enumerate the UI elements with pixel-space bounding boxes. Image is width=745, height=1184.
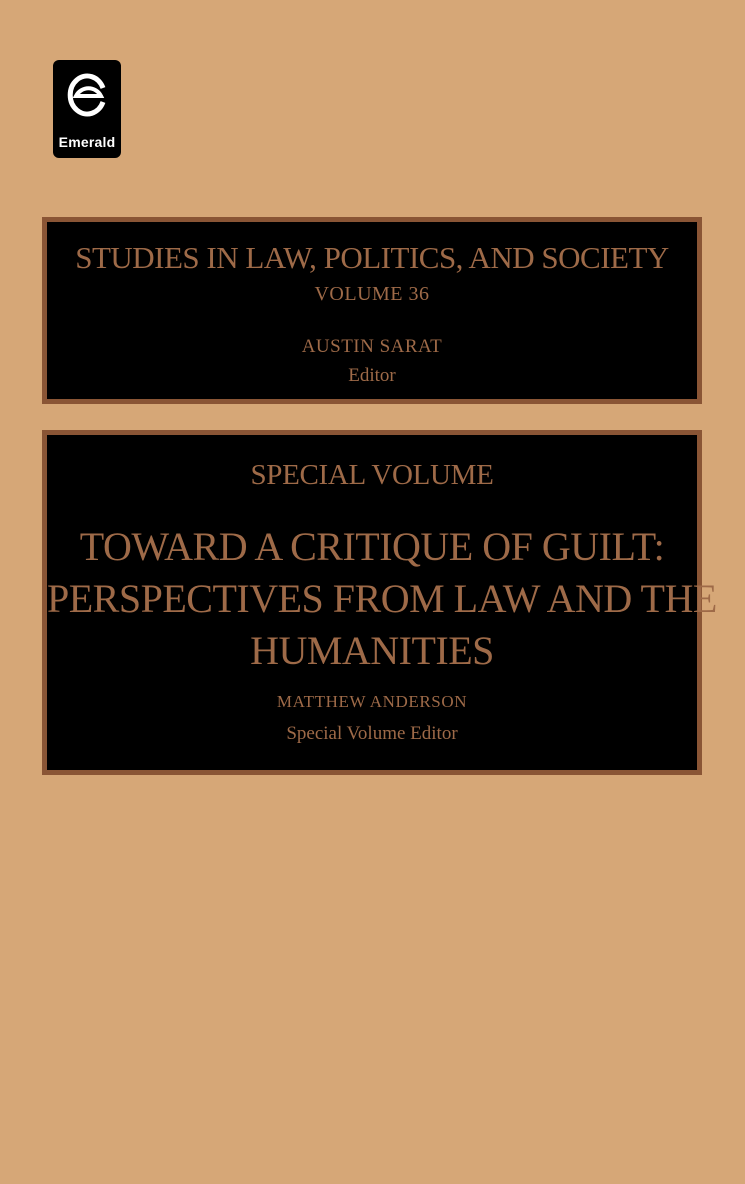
series-volume: VOLUME 36 bbox=[314, 283, 430, 305]
series-title: STUDIES IN LAW, POLITICS, AND SOCIETY bbox=[75, 240, 669, 275]
volume-editor-name: MATTHEW ANDERSON bbox=[276, 692, 468, 711]
series-panel bbox=[42, 217, 702, 404]
emerald-e-icon bbox=[61, 66, 113, 128]
series-editor-name: AUSTIN SARAT bbox=[301, 336, 443, 357]
series-editor-role: Editor bbox=[348, 365, 396, 386]
book-title-line-2: PERSPECTIVES FROM LAW AND THE bbox=[47, 576, 717, 621]
emerald-logo bbox=[53, 60, 121, 158]
book-title bbox=[47, 521, 717, 677]
volume-editor-role: Special Volume Editor bbox=[286, 723, 458, 744]
book-title-line-3: HUMANITIES bbox=[250, 628, 494, 673]
special-volume-panel bbox=[42, 430, 717, 775]
book-title-line-1: TOWARD A CRITIQUE OF GUILT: bbox=[79, 524, 665, 569]
publisher-name: Emerald bbox=[58, 134, 116, 150]
special-volume-label: SPECIAL VOLUME bbox=[250, 459, 494, 491]
